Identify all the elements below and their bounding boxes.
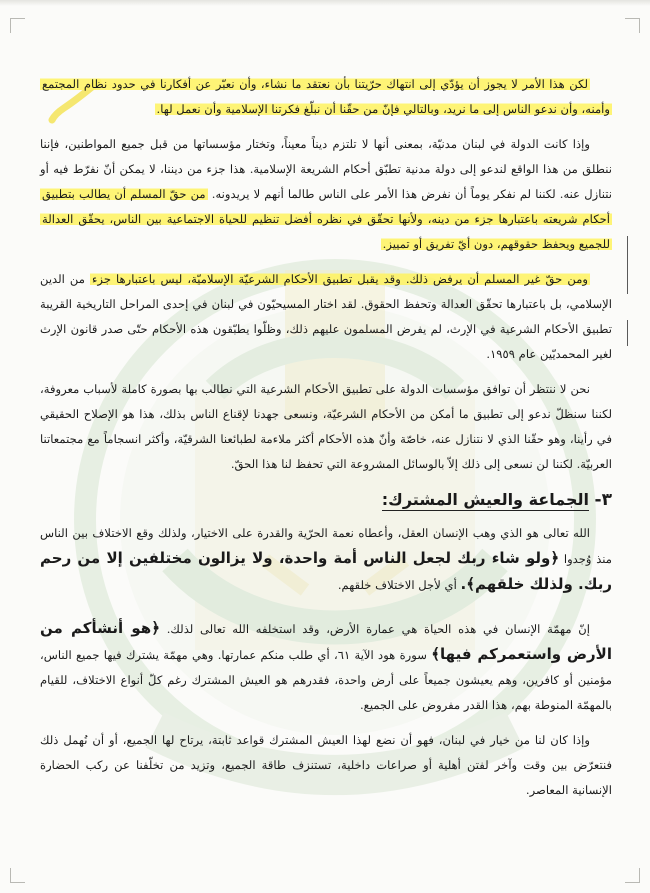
scan-corner-mark <box>10 18 25 33</box>
paragraph-3 <box>40 267 612 367</box>
document-body <box>40 72 612 813</box>
paragraph-6 <box>40 616 612 718</box>
highlighted-text: ومن حقّ غير المسلم أن يرفض ذلك. وقد يقبل تطبيق الأحكام الشرعيّة الإسلاميّة، ليس باعتبارها جزء <box>91 272 588 286</box>
section-title: الجماعة والعيش المشترك: <box>381 490 589 509</box>
paragraph-4 <box>40 377 612 477</box>
paragraph-text: أي لأجل الاختلاف خلقهم. <box>337 578 457 592</box>
paragraph-text: وإذا كان لنا من خيار في لبنان، فهو أن نضع لهذا العيش المشترك قواعد ثابتة، يرتاح لها الجميع، أو أن نُهمل ذلك فنتعرّض بين وقت وآخر لفتن أهلية أو صراعات داخلية، تستنزف طاقة الجميع، وتزيد من تخلّفنا عن ركب الحضارة الإنسانية المعاصر. <box>40 733 612 797</box>
paragraph-text: من الدين الإسلامي، بل باعتبارها تحقّق العدالة وتحفظ الحقوق. لقد اختار المسيحيّون في لبنان في إحدى المراحل التاريخية القريبة تطبيق الأحكام الشرعية في الإرث، لم يفرض المسلمون عليهم ذلك، وظلّوا يطبّقون هذه الأحكام حتّى صدر قانون الإرث لغير المحمديّين عام ١٩٥٩. <box>40 272 612 361</box>
quran-verse: ﴿ولو شاء ربك لجعل الناس أمة واحدة، ولا يزالون مختلفين إلا من رحم ربك. ولذلك خلقهم﴾. <box>40 549 612 593</box>
margin-bracket <box>621 320 628 346</box>
highlighted-text: من حقّ المسلم أن يطالب بتطبيق أحكام شريعته باعتبارها جزء من دينه، ولأنها تحقّق في نظره أفضل تنظيم للحياة الاجتماعية بين الناس، يحقّق العدالة للجميع ويحفظ حقوقهم، دون أيّ تفريق أو تمييز. <box>42 187 610 251</box>
section-number: ٣- <box>594 490 612 510</box>
paragraph-text: نحن لا ننتظر أن توافق مؤسسات الدولة على تطبيق الأحكام الشرعية التي نطالب بها بصورة كاملة لأسباب معروفة، لكننا سنظلّ ندعو إلى تطبيق ما أمكن من الأحكام الشرعيّة، ونسعى جهدنا لإقناع الناس بذلك، هذا هو الإصلاح الحقيقي في رأينا، وهو حقّنا الذي لا نتنازل عنه، خاصّة وأنّ هذه الأحكام أكثر ملاءمة لطبائعنا الشرقيّة، وأكثر انسجاماً مع مجتمعاتنا العربيّة. لكننا لن نسعى إلى ذلك إلاّ بالوسائل المشروعة التي تحفظ لنا هذا الحقّ. <box>40 382 612 471</box>
paragraph-1 <box>40 72 612 122</box>
highlighted-text: لكن هذا الأمر لا يجوز أن يؤدّي إلى انتهاك حرّيتنا بأن نعتقد ما نشاء، وأن نعبّر عن أفكارنا في حدود نظام المجتمع وأمنه، وأن ندعو الناس إلى ما نريد، وبالتالي فإنّ من حقّنا أن نبلّغ فكرتنا الإسلامية وأن نعمل لها. <box>42 77 610 116</box>
paragraph-text: سورة هود الآية ٦١، أي طلب منكم عمارتها. وهي مهمّة يشترك فيها جميع الناس، مؤمنين أو كافرين، وهم يعيشون جميعاً على أرض واحدة، فقدرهم هو العيش المشترك رغم كلّ أنواع الاختلاف، للقيام بالمهمّة المنوطة بهم، هذا القدر مفروض على الجميع. <box>40 648 612 712</box>
paragraph-2 <box>40 132 612 257</box>
paragraph-5 <box>40 521 612 598</box>
paragraph-text: وإذا كانت الدولة في لبنان مدنيّة، بمعنى أنها لا تلتزم ديناً معيناً، وتختار مؤسساتها من قبل جميع المواطنين، فإننا ننطلق من هذا الواقع لندعو إلى دولة مدنية تطبّق أحكام الشريعة الإسلامية. هذا جزء من ديننا، لا يمكن أنّ نفرّط فيه أو نتنازل عنه. لكننا لم نفكر يوماً أن نفرض هذا الأمر على الناس طالما أنهم لا يريدونه. <box>40 137 612 201</box>
page-top-edge <box>0 0 650 6</box>
paragraph-text: إنّ مهمّة الإنسان في هذه الحياة هي عمارة الأرض، وقد استخلفه الله تعالى لذلك. <box>166 622 590 636</box>
margin-bracket <box>621 236 628 294</box>
spacer <box>40 608 612 616</box>
paragraph-text: الله تعالى هو الذي وهب الإنسان العقل، وأعطاه نعمة الحرّية والقدرة على الاختيار، ولذلك وقع الاختلاف بين الناس منذ وُجدوا <box>40 526 612 566</box>
section-heading <box>40 487 612 513</box>
paragraph-7 <box>40 728 612 803</box>
scan-corner-mark <box>10 868 25 883</box>
scan-corner-mark <box>625 868 640 883</box>
scan-corner-mark <box>625 18 640 33</box>
quran-verse: ﴿هو أنشأكم من الأرض واستعمركم فيها﴾ <box>40 619 612 663</box>
